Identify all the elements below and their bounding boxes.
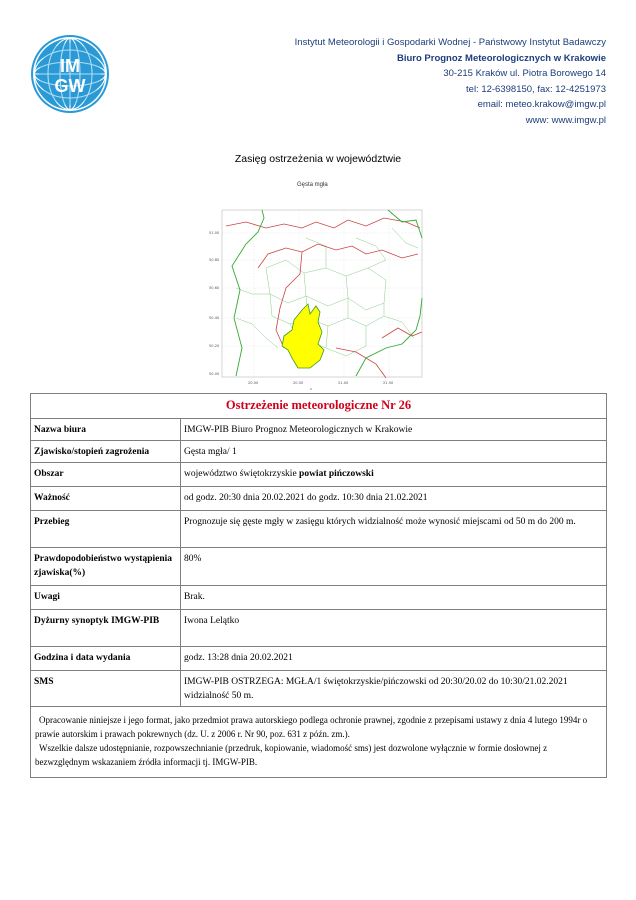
row-label: Obszar	[31, 463, 181, 487]
row-value: Brak.	[181, 586, 607, 610]
row-label: Nazwa biura	[31, 419, 181, 441]
table-row	[31, 463, 607, 487]
row-label: Przebieg	[31, 511, 181, 548]
row-value: Iwona Lelątko	[181, 610, 607, 647]
row-value	[181, 463, 607, 487]
office-phone: tel: 12-6398150, fax: 12-4251973	[466, 83, 606, 95]
table-row	[31, 441, 607, 463]
row-label: Ważność	[31, 487, 181, 511]
row-value: godz. 13:28 dnia 20.02.2021	[181, 647, 607, 671]
redistribution-paragraph: Wszelkie dalsze udostępnianie, rozpowszechnianie (przedruk, kopiowanie, wiadomość sms) jest dozwolone wyłącznie w formie dosłownej z bezwzględnym wskazaniem źródła informacji tj. IMGW-PIB.	[35, 743, 548, 767]
table-row	[31, 610, 607, 647]
office-email: email: meteo.krakow@imgw.pl	[477, 99, 606, 110]
map-x-tick: 21.00	[338, 381, 349, 385]
row-value: Prognozuje się gęste mgły w zasięgu których widzialność może wynosić miejscami od 50 m do 200 m.	[181, 511, 607, 548]
logo-text-bottom: GW	[54, 76, 86, 96]
map-y-tick: 50.40	[209, 316, 220, 320]
map-y-tick: 50.60	[209, 286, 220, 290]
map-y-tick: 51.00	[209, 231, 220, 235]
table-row	[31, 647, 607, 671]
table-row	[31, 586, 607, 610]
table-row	[31, 511, 607, 548]
map-x-tick: 20.50	[293, 381, 304, 385]
office-website: www: www.imgw.pl	[525, 114, 606, 126]
warning-title: Ostrzeżenie meteorologiczne Nr 26	[31, 394, 607, 419]
map-y-tick: 50.00	[209, 372, 220, 376]
table-row	[31, 419, 607, 441]
svg-text:0: 0	[310, 387, 312, 391]
institute-header	[295, 35, 606, 128]
imgw-logo-icon	[30, 34, 110, 114]
institute-name: Instytut Meteorologii i Gospodarki Wodnej - Państwowy Instytut Badawczy	[294, 37, 606, 48]
area-voivodeship: województwo świętokrzyskie	[184, 469, 300, 479]
row-value: IMGW-PIB Biuro Prognoz Meteorologicznych w Krakowie	[181, 419, 607, 441]
office-address: 30-215 Kraków ul. Piotra Borowego 14	[443, 68, 606, 79]
row-value: 80%	[181, 548, 607, 586]
copyright-paragraph: Opracowanie niniejsze i jego format, jako przedmiot prawa autorskiego podlega ochronie prawnej, zgodnie z przepisami ustawy z dnia 4 lutego 1994r o prawie autorskim i prawach pokrewnych (dz. U. z 2006 r. Nr 90, poz. 631 z późn. zm.).	[35, 715, 588, 739]
office-name: Biuro Prognoz Meteorologicznych w Krakowie	[396, 52, 606, 64]
map-subtitle: Gęsta mgła	[297, 182, 328, 188]
row-label: Zjawisko/stopień zagrożenia	[31, 441, 181, 463]
row-label: Dyżurny synoptyk IMGW-PIB	[31, 610, 181, 647]
map-y-tick: 50.80	[209, 258, 220, 262]
table-row	[31, 671, 607, 707]
table-row	[31, 487, 607, 511]
map-y-tick: 50.20	[209, 344, 220, 348]
row-value: Gęsta mgła/ 1	[181, 441, 607, 463]
area-county: powiat pińczowski	[299, 469, 374, 479]
warning-table	[30, 393, 607, 778]
row-label: SMS	[31, 671, 181, 707]
copyright-notice	[31, 707, 607, 778]
row-label: Prawdopodobieństwo wystąpienia zjawiska(%)	[31, 548, 181, 586]
map-x-tick: 21.50	[383, 381, 394, 385]
map-title: Zasięg ostrzeżenia w województwie	[234, 153, 402, 165]
warning-area-map	[206, 198, 436, 394]
row-value: od godz. 20:30 dnia 20.02.2021 do godz. 10:30 dnia 21.02.2021	[181, 487, 607, 511]
row-label: Godzina i data wydania	[31, 647, 181, 671]
row-value: IMGW-PIB OSTRZEGA: MGŁA/1 świętokrzyskie/pińczowski od 20:30/20.02 do 10:30/21.02.2021 widzialność 50 m.	[181, 671, 607, 707]
map-x-tick: 20.00	[248, 381, 259, 385]
table-row	[31, 548, 607, 586]
row-label: Uwagi	[31, 586, 181, 610]
logo-text-top: IM	[60, 56, 80, 76]
